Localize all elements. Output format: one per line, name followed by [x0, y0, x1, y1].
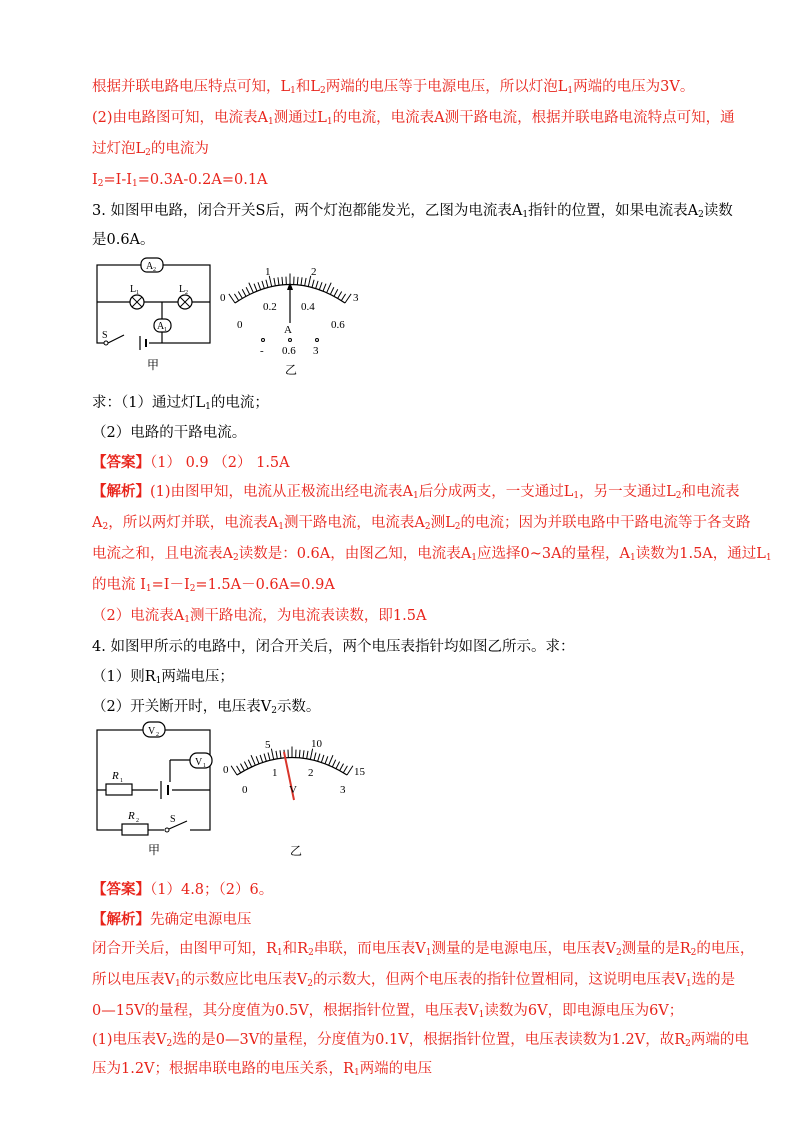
svg-text:A: A	[146, 261, 154, 272]
resistor-r2	[122, 824, 148, 835]
svg-text:0.6: 0.6	[331, 319, 345, 331]
svg-text:2: 2	[156, 732, 159, 738]
svg-text:3: 3	[313, 345, 319, 357]
ammeter-dial-q3	[215, 258, 365, 383]
dial-tick	[330, 287, 334, 294]
text-line: （1）则$R_1$两端电压；	[92, 669, 234, 686]
svg-text:1: 1	[136, 290, 139, 296]
text-line: 电流之和，且电流表$A_2$读数是：0.6A，由图乙知，电流表$A_1$应选择0~3A的量程，$A_1$读数为1.5A，通过$L_1$	[92, 546, 772, 563]
resistor-r1	[106, 784, 132, 795]
svg-text:甲: 甲	[147, 358, 160, 372]
dial-tick	[268, 753, 270, 761]
dial-tick	[312, 280, 314, 288]
dial-tick	[242, 289, 246, 296]
svg-text:S: S	[102, 330, 108, 341]
dial-tick	[323, 284, 326, 291]
svg-text:0: 0	[220, 292, 226, 304]
switch-s	[164, 821, 190, 834]
svg-text:R: R	[112, 770, 119, 782]
answer-line: 【答案】（1） 0.9 （2） 1.5A	[92, 454, 290, 471]
dial-tick	[329, 755, 333, 765]
dial-tick	[254, 284, 257, 291]
dial-tick	[325, 756, 328, 763]
dial-tick	[327, 283, 332, 293]
dial-tick	[280, 750, 281, 758]
svg-text:3: 3	[340, 784, 346, 796]
text-line: 的电流 $I_1=I-I_2=1.5A-0.6A=0.9A$	[92, 577, 335, 594]
analysis-line: 【解析】先确定电源电压	[92, 911, 252, 928]
svg-text:1: 1	[203, 763, 206, 769]
svg-text:甲: 甲	[148, 843, 161, 857]
dial-tick	[334, 289, 338, 296]
text-line: （2）电流表$A_1$测干路电流，为电流表读数，即1.5A	[92, 608, 427, 625]
dial-tick	[251, 755, 255, 765]
circuit-diagram-q4	[92, 720, 222, 860]
dial-tick	[262, 281, 264, 289]
battery	[158, 781, 172, 799]
svg-text:S: S	[170, 814, 176, 825]
svg-text:-: -	[260, 345, 264, 357]
lamp-l1	[130, 295, 144, 309]
svg-text:0: 0	[237, 319, 243, 331]
dial-tick	[321, 755, 324, 763]
svg-text:10: 10	[311, 738, 322, 750]
dial-tick	[264, 754, 266, 762]
svg-text:0: 0	[242, 784, 248, 796]
dial-tick	[314, 753, 316, 761]
dial-tick	[234, 294, 238, 301]
dial-tick	[246, 287, 250, 294]
text-line: （2）电路的干路电流。	[92, 425, 247, 441]
svg-text:V: V	[195, 757, 203, 768]
dial-tick	[282, 277, 283, 285]
dial-tick	[318, 754, 320, 762]
dial-tick	[278, 277, 279, 285]
text-line: $A_2$，所以两灯并联，电流表$A_1$测干路电流，电流表$A_2$测$L_2$的电流；因为并联电路中干路电流等于各支路	[92, 515, 751, 532]
svg-text:2: 2	[308, 767, 314, 779]
svg-text:V: V	[289, 784, 297, 796]
svg-text:0.6: 0.6	[282, 345, 296, 357]
svg-text:2: 2	[136, 818, 139, 824]
svg-text:乙: 乙	[290, 844, 303, 858]
text-line: 闭合开关后，由图甲可知，$R_1$和$R_2$串联，而电压表$V_1$测量的是电源电压，电压表$V_2$测量的是$R_2$的电压，	[92, 941, 755, 958]
dial-tick	[301, 277, 302, 285]
dial-tick	[307, 751, 308, 759]
svg-text:A: A	[284, 324, 292, 336]
svg-text:0: 0	[223, 764, 229, 776]
dial-tick	[303, 750, 304, 758]
switch-s	[104, 335, 137, 347]
dial-tick	[341, 294, 345, 301]
dial-tick	[238, 291, 242, 298]
svg-text:1: 1	[164, 327, 167, 333]
dial-tick	[229, 294, 235, 303]
dial-tick	[271, 749, 273, 760]
dial-tick	[340, 764, 344, 771]
svg-text:0.4: 0.4	[301, 301, 315, 313]
analysis-line: 【解析】(1)由图甲知，电流从正极流出经电流表$A_1$后分成两支，一支通过$L_1$，另一支通过$L_2$和电流表	[92, 483, 740, 501]
svg-text:5: 5	[265, 739, 271, 751]
circuit-diagram-q3	[92, 255, 222, 385]
dial-tick	[332, 760, 335, 767]
svg-text:R: R	[128, 810, 135, 822]
dial-tick	[299, 750, 300, 758]
svg-text:V: V	[148, 726, 156, 737]
dial-ticks	[231, 747, 353, 776]
text-line: 求：（1）通过灯$L_1$的电流；	[92, 395, 269, 412]
text-line: 所以电压表$V_1$的示数应比电压表$V_2$的示数大，但两个电压表的指针位置相同，这说明电压表$V_1$选的是	[92, 972, 736, 989]
battery	[137, 336, 149, 350]
dial-tick	[274, 278, 275, 286]
text-line: （2）开关断开时，电压表$V_2$示数。	[92, 699, 321, 716]
text-line: 根据并联电路电压特点可知，$L_1$和$L_2$两端的电压等于电源电压，所以灯泡$L_1$两端的电压为3V。	[92, 79, 695, 96]
dial-tick	[305, 278, 306, 286]
text-line: (1)电压表$V_2$选的是0—3V的量程，分度值为0.1V，根据指针位置，电压表读数为1.2V，故$R_2$两端的电	[92, 1032, 749, 1049]
dial-tick	[248, 760, 251, 767]
dial-tick	[316, 281, 318, 289]
dial-tick	[347, 766, 353, 775]
text-line: $I_2=I-I_1=0.3A-0.2A=0.1A$	[92, 172, 268, 189]
svg-text:2: 2	[153, 267, 156, 273]
text-line: 0—15V的量程，其分度值为0.5V，根据指针位置，电压表$V_1$读数为6V，即电源电压为6V；	[92, 1003, 684, 1020]
dial-tick	[260, 755, 263, 763]
dial-tick	[336, 762, 340, 769]
dial-tick	[345, 294, 351, 303]
dial-tick	[276, 751, 277, 759]
question-3-title: 3. 如图甲电路，闭合开关S后，两个灯泡都能发光，乙图为电流表$A_1$指针的位置，如果电流表$A_2$读数	[92, 203, 733, 220]
svg-text:L: L	[130, 284, 137, 295]
svg-text:乙: 乙	[285, 363, 298, 377]
svg-text:1: 1	[265, 266, 271, 278]
svg-text:2: 2	[311, 266, 317, 278]
dial-tick	[240, 764, 244, 771]
text-line: (2)由电路图可知，电流表$A_1$测通过$L_1$的电流，电流表A测干路电流，根据并联电路电流特点可知，通	[92, 110, 735, 127]
dial-tick	[343, 766, 347, 773]
svg-text:0.2: 0.2	[263, 301, 277, 313]
svg-text:15: 15	[354, 766, 365, 778]
svg-text:A: A	[157, 321, 165, 332]
answer-line: 【答案】（1）4.8；（2）6。	[92, 881, 274, 898]
voltmeter-dial-q4	[222, 730, 372, 860]
svg-text:1: 1	[272, 767, 278, 779]
dial-tick	[319, 282, 322, 290]
dial-tick	[297, 277, 298, 285]
svg-text:3: 3	[353, 292, 359, 304]
question-4-title: 4. 如图甲所示的电路中，闭合开关后，两个电压表指针均如图乙所示。求：	[92, 639, 575, 655]
text-line: 过灯泡$L_2$的电流为	[92, 141, 209, 158]
dial-tick	[231, 766, 237, 775]
lamp-l2	[178, 295, 192, 309]
dial-tick	[256, 756, 259, 763]
dial-tick	[244, 762, 248, 769]
dial-tick	[266, 280, 268, 288]
svg-text:1: 1	[120, 778, 123, 784]
dial-tick	[310, 749, 312, 760]
svg-text:L: L	[179, 284, 186, 295]
dial-tick	[237, 766, 241, 773]
dial-tick	[338, 291, 342, 298]
svg-text:2: 2	[185, 290, 188, 296]
text-line: 是0.6A。	[92, 232, 155, 248]
text-line: 压为1.2V；根据串联电路的电压关系，$R_1$两端的电压	[92, 1061, 433, 1078]
dial-tick	[258, 282, 261, 290]
dial-tick	[249, 283, 254, 293]
